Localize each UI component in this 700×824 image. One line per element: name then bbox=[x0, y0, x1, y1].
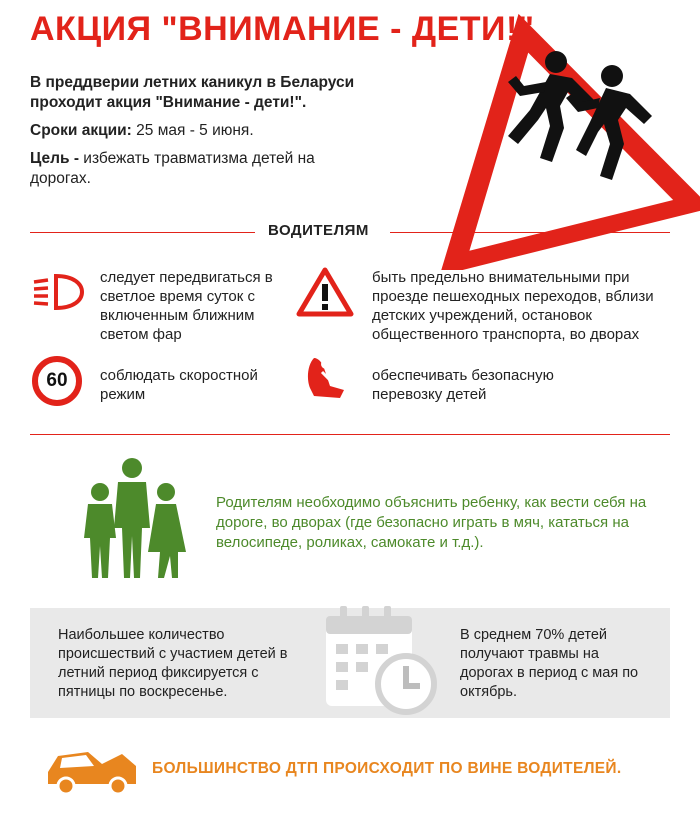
intro-block bbox=[30, 73, 390, 197]
driver-item-attention: быть предельно внимательными при проезде пешеходных переходов, вблизи детских учреждений, остановок общественного транспорта, во дворах bbox=[372, 269, 654, 343]
dates-value: 25 мая - 5 июня. bbox=[136, 122, 254, 139]
calendar-clock-icon bbox=[318, 600, 448, 724]
drivers-heading bbox=[30, 222, 670, 242]
dates-label: Сроки акции: bbox=[30, 122, 132, 139]
drivers-fault-statement: БОЛЬШИНСТВО ДТП ПРОИСХОДИТ ПО ВИНЕ ВОДИТЕЛЕЙ. bbox=[152, 760, 622, 777]
stat-weekend-accidents: Наибольшее количество происшествий с участием детей в летний период фиксируется с пятницы по воскресенье. bbox=[58, 627, 288, 700]
speed-limit-value: 60 bbox=[46, 370, 68, 391]
goal-value: избежать травматизма детей на дорогах. bbox=[30, 150, 315, 187]
driver-item-child-transport: обеспечивать безопасную перевозку детей bbox=[372, 367, 554, 403]
child-seat-icon bbox=[300, 354, 350, 402]
statistics-panel bbox=[30, 608, 670, 718]
goal-label: Цель - bbox=[30, 150, 79, 167]
drivers-heading-text: ВОДИТЕЛЯМ bbox=[268, 222, 369, 239]
page-title: АКЦИЯ "ВНИМАНИЕ - ДЕТИ!" bbox=[30, 10, 535, 48]
campaign-goal bbox=[30, 149, 360, 189]
driver-item-speed: соблюдать скоростной режим bbox=[100, 367, 258, 403]
section-divider bbox=[30, 434, 670, 435]
warning-sign-icon bbox=[296, 266, 354, 318]
crashed-car-icon bbox=[44, 742, 140, 800]
intro-lead: В преддверии летних каникул в Беларуси проходит акция "Внимание - дети!". bbox=[30, 74, 355, 111]
parents-advice: Родителям необходимо объяснить ребенку, как вести себя на дороге, во дворах (где безопасно играть в мяч, кататься на велосипеде, роликах, самокате и т.д.). bbox=[216, 494, 647, 551]
driver-item-headlights: следует передвигаться в светлое время суток с включенным ближним светом фар bbox=[100, 269, 273, 343]
stat-seventy-percent: В среднем 70% детей получают травмы на дорогах в период с мая по октябрь. bbox=[460, 627, 639, 700]
family-icon bbox=[80, 456, 190, 580]
speed-limit-icon bbox=[32, 356, 82, 406]
headlight-icon bbox=[30, 270, 86, 314]
campaign-dates bbox=[30, 121, 390, 141]
